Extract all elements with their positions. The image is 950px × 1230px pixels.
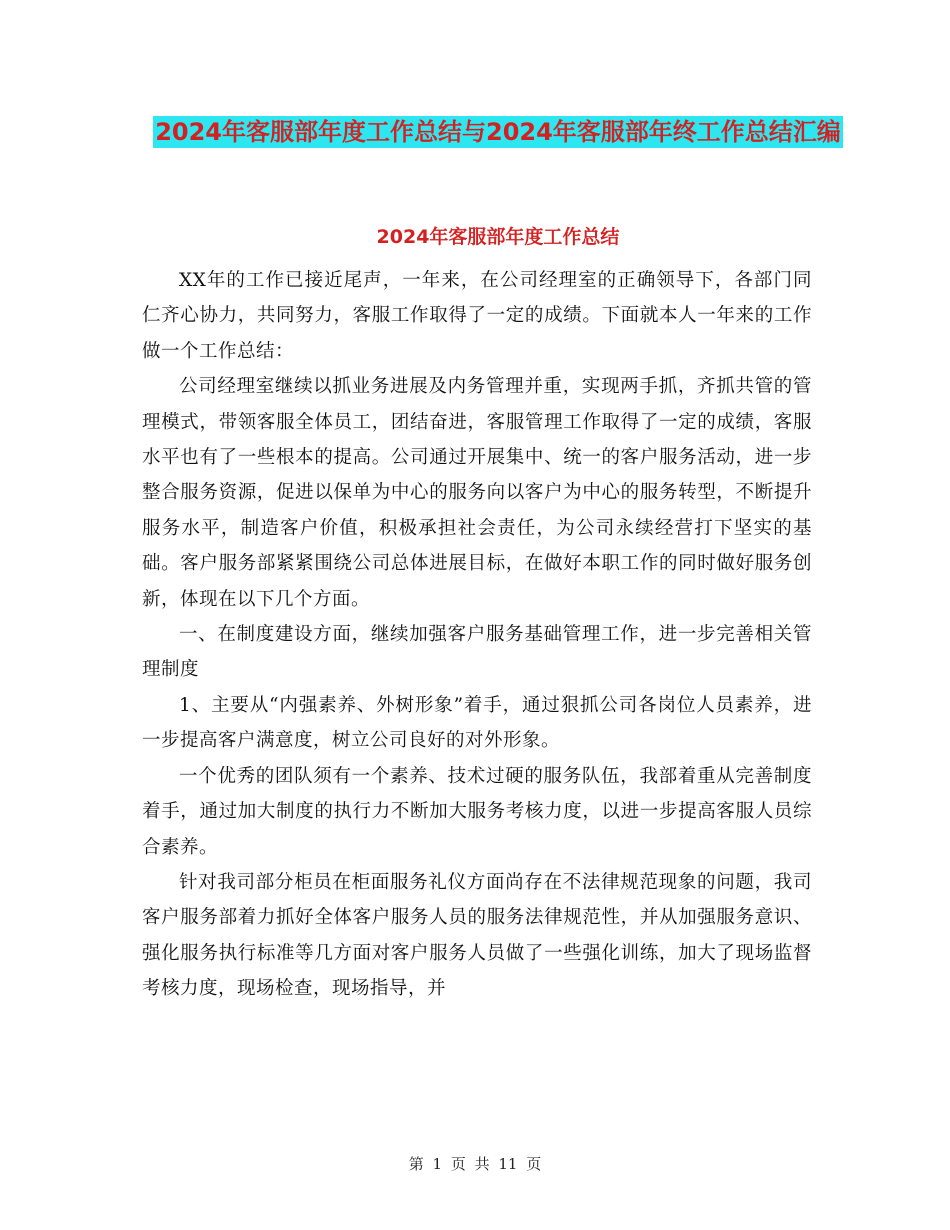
paragraph: XX年的工作已接近尾声，一年来，在公司经理室的正确领导下，各部门同仁齐心协力，共同努力，客服工作取得了一定的成绩。下面就本人一年来的工作做一个工作总结： <box>142 270 812 362</box>
paragraph: 一、在制度建设方面，继续加强客户服务基础管理工作，进一步完善相关管理制度 <box>142 624 812 681</box>
page-number-footer: 第 1 页 共 11 页 <box>408 1155 542 1173</box>
document-title <box>140 110 856 154</box>
document-title-text: 2024年客服部年度工作总结与2024年客服部年终工作总结汇编 <box>155 118 841 146</box>
paragraph: 公司经理室继续以抓业务进展及内务管理并重，实现两手抓，齐抓共管的管理模式，带领客服全体员工，团结奋进，客服管理工作取得了一定的成绩，客服水平也有了一些根本的提高。公司通过开展集中、统一的客户服务活动，进一步整合服务资源，促进以保单为中心的服务向以客户为中心的服务转型，不断提升服务水平，制造客户价值，积极承担社会责任，为公司永续经营打下坚实的基础。客户服务部紧紧围绕公司总体进展目标，在做好本职工作的同时做好服务创新，体现在以下几个方面。 <box>142 376 812 610</box>
paragraph: 1、主要从“内强素养、外树形象”着手，通过狠抓公司各岗位人员素养，进一步提高客户满意度，树立公司良好的对外形象。 <box>142 694 812 752</box>
paragraph: 针对我司部分柜员在柜面服务礼仪方面尚存在不法律规范现象的问题，我司客户服务部着力抓好全体客户服务人员的服务法律规范性，并从加强服务意识、强化服务执行标准等几方面对客户服务人员做了一些强化训练，加大了现场监督考核力度，现场检查，现场指导，并 <box>142 871 812 1000</box>
paragraph: 一个优秀的团队须有一个素养、技术过硬的服务队伍，我部着重从完善制度着手，通过加大制度的执行力不断加大服务考核力度，以进一步提高客服人员综合素养。 <box>142 765 812 858</box>
document-body <box>142 263 812 1007</box>
section-title: 2024年客服部年度工作总结 <box>376 226 620 248</box>
